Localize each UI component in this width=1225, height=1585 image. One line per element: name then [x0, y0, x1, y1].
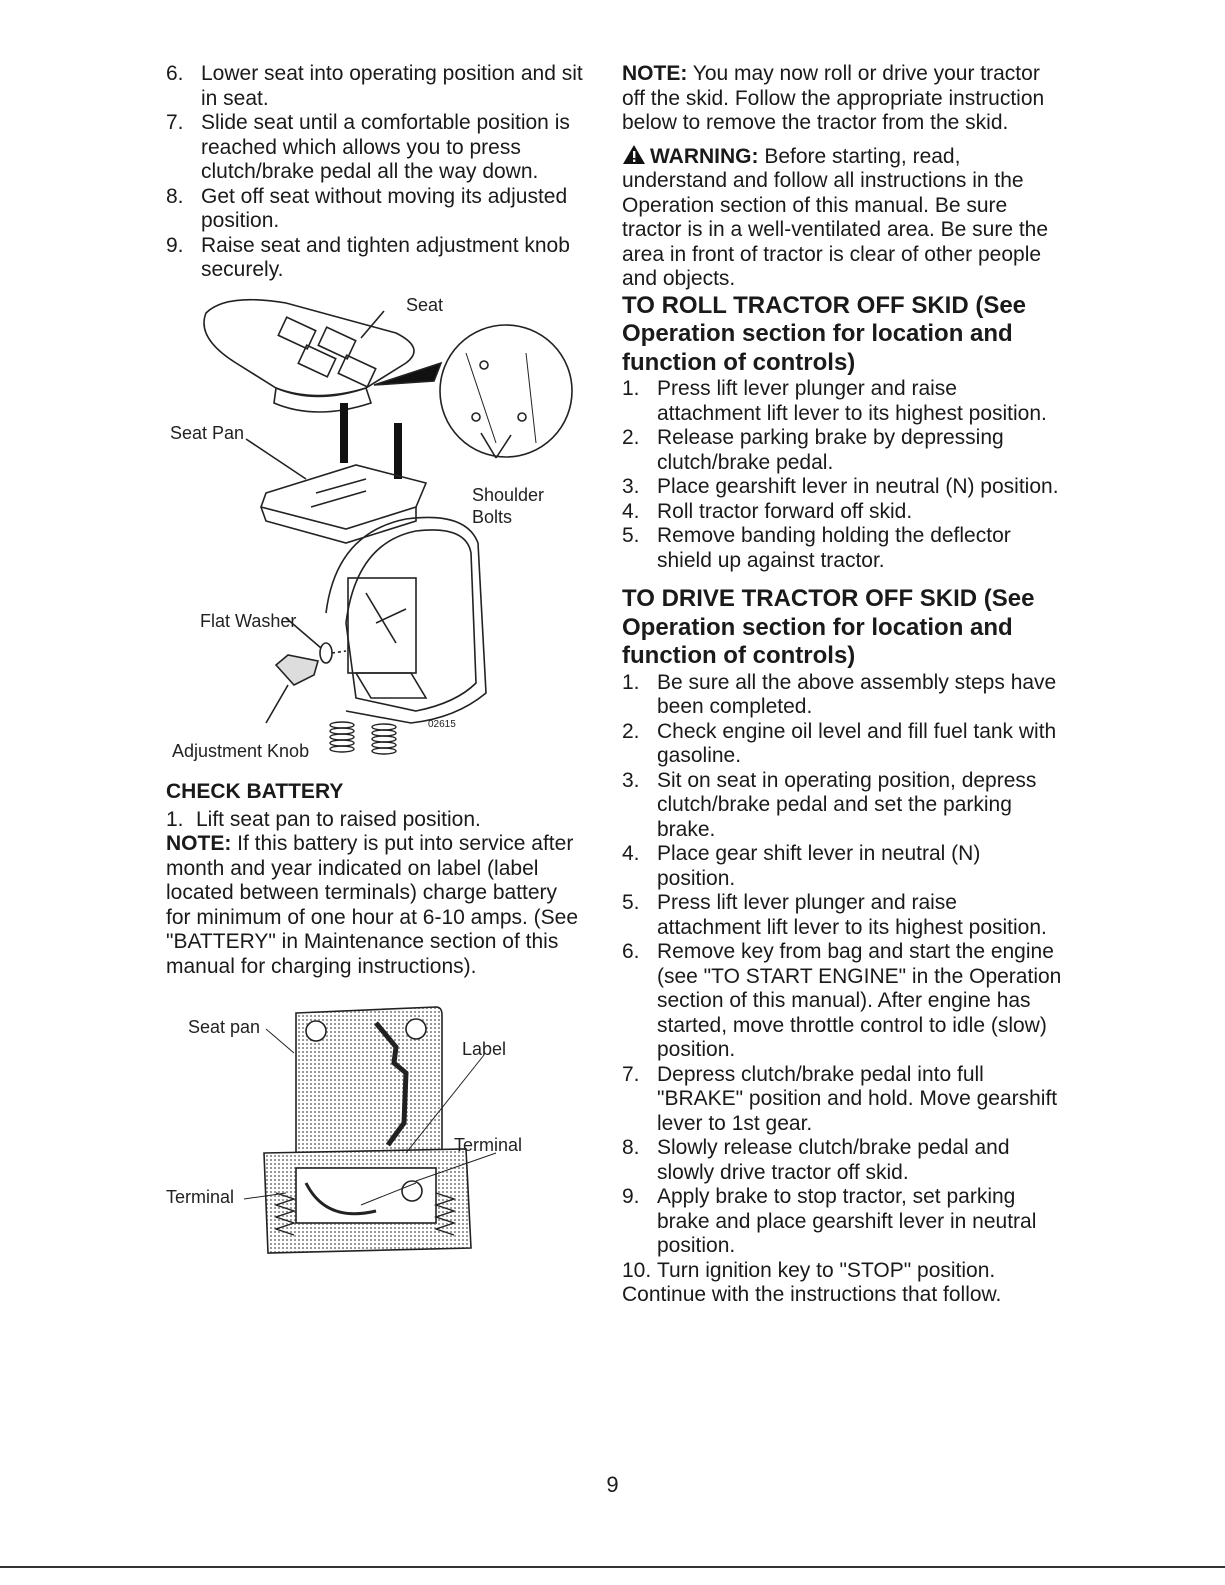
list-item — [622, 671, 1062, 720]
list-item — [166, 234, 586, 283]
seat-pan-label: Seat Pan — [170, 422, 245, 443]
list-item — [166, 808, 586, 833]
note-label: NOTE: — [622, 62, 688, 85]
list-item — [622, 1136, 1062, 1185]
step-text: Turn ignition key to "STOP" position. — [657, 1258, 996, 1282]
warning-label: WARNING: — [650, 144, 759, 168]
list-item — [622, 1185, 1062, 1259]
step-text: Release parking brake by depressing clutch/brake pedal. — [657, 426, 1004, 474]
warning-triangle-icon — [622, 144, 646, 165]
list-item — [166, 111, 586, 185]
flat-washer-label: Flat Washer — [200, 610, 297, 631]
list-item — [622, 475, 1062, 500]
step-text: Remove key from bag and start the engine (see "TO START ENGINE" in the Operation section of this manual). After engine has started, move throttle control to idle (slow) position. — [657, 940, 1062, 1061]
step-text: Slowly release clutch/brake pedal and slowly drive tractor off skid. — [657, 1136, 1010, 1184]
note-label: NOTE: — [166, 832, 232, 855]
list-item — [622, 377, 1062, 426]
step-number: 5. — [622, 891, 640, 914]
closing-text: Continue with the instructions that follow. — [622, 1283, 1002, 1306]
page-number: 9 — [606, 1472, 619, 1497]
roll-section-heading: TO ROLL TRACTOR OFF SKID (See Operation section for location and function of controls) — [622, 291, 1027, 376]
seat-steps-list — [166, 62, 586, 283]
roll-steps-list — [622, 377, 1062, 573]
drive-steps-list — [622, 671, 1062, 1284]
step-text: Depress clutch/brake pedal into full "BRAKE" position and hold. Move gearshift lever to 1st gear. — [657, 1062, 1058, 1135]
step-text: Press lift lever plunger and raise attachment lift lever to its highest position. — [657, 891, 1047, 939]
step-text: Slide seat until a comfortable position is reached which allows you to press clutch/brake pedal all the way down. — [201, 111, 570, 183]
check-battery-steps — [166, 808, 586, 833]
list-item — [622, 426, 1062, 475]
step-text: Place gear shift lever in neutral (N) position. — [657, 842, 981, 890]
step-number: 7. — [622, 1062, 640, 1086]
step-text: Press lift lever plunger and raise attachment lift lever to its highest position. — [657, 377, 1047, 425]
battery-figure — [166, 1003, 586, 1263]
skid-note — [622, 62, 1062, 136]
note-text: If this battery is put into service after month and year indicated on label (label located between terminals) charge battery for minimum of one hour at 6-10 amps. (See "BATTERY" in Maintenance section of this manual for charging instructions). — [166, 832, 579, 978]
step-text: Place gearshift lever in neutral (N) position. — [657, 475, 1059, 498]
seat-assembly-figure — [166, 293, 586, 773]
right-column — [622, 62, 1062, 1308]
step-text: Sit on seat in operating position, depress clutch/brake pedal and set the parking brake. — [657, 768, 1037, 841]
step-number: 9. — [622, 1185, 640, 1208]
step-number: 8. — [166, 184, 184, 208]
warning-text: Before starting, read, understand and follow all instructions in the Operation section of this manual. Be sure tractor is in a well-ventilated area. Be sure the area in front of tractor is clear of other people and objects. — [622, 144, 1049, 290]
adjustment-knob-label: Adjustment Knob — [172, 740, 310, 761]
step-number: 1. — [622, 670, 640, 694]
seat-label: Seat — [406, 294, 444, 315]
bottom-divider — [0, 1566, 1225, 1568]
step-text: Lift seat pan to raised position. — [196, 807, 481, 831]
note-text: You may now roll or drive your tractor off the skid. Follow the appropriate instruction below to remove the tractor from the skid. — [622, 62, 1045, 134]
step-number: 1. — [166, 807, 184, 831]
step-number: 7. — [166, 111, 184, 134]
step-number: 2. — [622, 719, 640, 743]
figure-code: 02615 — [428, 718, 456, 730]
warning-block — [622, 144, 1062, 292]
step-text: Be sure all the above assembly steps have been completed. — [657, 670, 1057, 718]
step-number: 1. — [622, 377, 640, 400]
check-battery-heading: CHECK BATTERY — [166, 779, 344, 803]
step-number: 6. — [166, 62, 184, 85]
step-text: Lower seat into operating position and sit in seat. — [201, 62, 583, 110]
list-item — [622, 891, 1062, 940]
terminal-label-left: Terminal — [166, 1187, 235, 1207]
drive-section-heading: TO DRIVE TRACTOR OFF SKID (See Operation section for location and function of controls) — [622, 585, 1035, 669]
step-number: 5. — [622, 524, 640, 547]
step-text: Roll tractor forward off skid. — [657, 499, 913, 523]
seat-assembly-illustration — [166, 293, 586, 773]
step-number: 8. — [622, 1136, 640, 1159]
label-label: Label — [462, 1039, 507, 1059]
seat-pan-label-2: Seat pan — [188, 1017, 261, 1037]
list-item — [622, 1259, 1062, 1284]
step-text: Remove banding holding the deflector shield up against tractor. — [657, 524, 1011, 572]
step-number: 6. — [622, 940, 640, 963]
list-item — [622, 720, 1062, 769]
step-text: Apply brake to stop tractor, set parking brake and place gearshift lever in neutral position. — [657, 1185, 1037, 1257]
step-number: 9. — [166, 233, 184, 257]
list-item — [622, 500, 1062, 525]
battery-illustration — [166, 1003, 586, 1263]
step-number: 4. — [622, 499, 640, 523]
step-text: Check engine oil level and fill fuel tank with gasoline. — [657, 719, 1057, 767]
step-text: Raise seat and tighten adjustment knob securely. — [201, 233, 570, 281]
list-item — [622, 1063, 1062, 1137]
step-number: 10. — [622, 1258, 652, 1282]
list-item — [622, 842, 1062, 891]
battery-note — [166, 832, 586, 979]
left-column — [166, 62, 586, 1263]
step-number: 3. — [622, 768, 640, 792]
step-number: 2. — [622, 426, 640, 449]
list-item — [622, 940, 1062, 1063]
list-item — [166, 185, 586, 234]
step-text: Get off seat without moving its adjusted position. — [201, 184, 568, 232]
shoulder-bolts-label-line2: Bolts — [472, 506, 513, 527]
step-number: 4. — [622, 842, 640, 865]
shoulder-bolts-label-line1: Shoulder — [472, 484, 545, 505]
list-item — [622, 769, 1062, 843]
terminal-label-right: Terminal — [454, 1135, 523, 1155]
list-item — [622, 524, 1062, 573]
step-number: 3. — [622, 475, 640, 498]
list-item — [166, 62, 586, 111]
